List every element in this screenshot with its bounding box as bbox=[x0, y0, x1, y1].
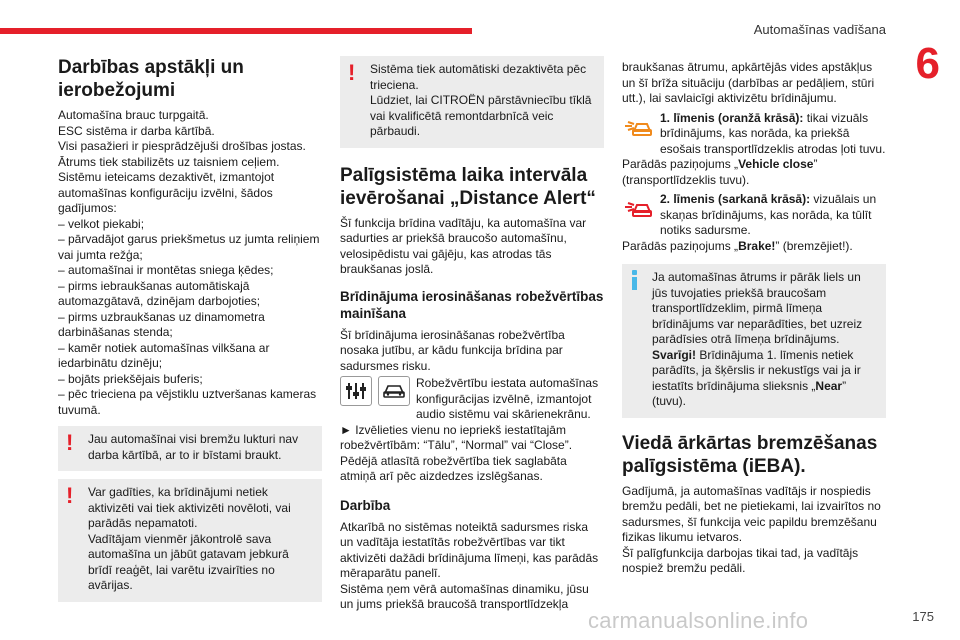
level-2-message: Parādās paziņojums „Brake!” (bremzējiet!). bbox=[622, 238, 853, 253]
level-1-row bbox=[622, 111, 886, 158]
conditions-text: Automašīna brauc turpgaitā. ESC sistēma ir darba kārtībā. Visi pasažieri ir piesprādzējuši drošības jostas. Ātrums tiek stabilizēts uz taisniem ceļiem. Sistēmu ieteicams dezaktivēt, izmantojot automašīnas konfigurāciju izvēlni, šādos gadījumos: – velkot piekabi; – pārvadājot garus priekšmetus uz jumta reliņiem vai jumta režģa; – automašīnai ir montētas sniega ķēdes; – pirms iebraukšanas automātiskajā automazgātavā, dzinējam darbojoties; – pirms uzbraukšanas uz dinamometra darbināšanas stenda; – kamēr notiek automašīnas vilkšana ar iedarbinātu dzinēju; – bojāts priekšējais buferis; – pēc trieciena pa vējstiklu uztveršanas kameras tuvumā. bbox=[58, 108, 320, 417]
warning-exclamation-icon: ! bbox=[66, 483, 74, 508]
car-front-icon bbox=[378, 376, 410, 406]
warning-box-brake-lights: ! Jau automašīnai visi bremžu lukturi nav darba kārtībā, ar to ir bīstami braukt. bbox=[58, 426, 322, 471]
running-header: Automašīnas vadīšana bbox=[753, 22, 886, 37]
select-threshold-text: ► Izvēlieties vienu no iepriekš iestatītajām robežvērtībām: “Tālu”, “Normal” vai “Close”. bbox=[340, 422, 573, 452]
section-heading-ieba: Viedā ārkārtas bremzēšanas palīgsistēma (iEBA). bbox=[622, 432, 878, 477]
column-3 bbox=[622, 60, 886, 577]
section-heading-distance-alert: Palīgsistēma laika intervāla ievērošanai „Distance Alert“ bbox=[340, 164, 596, 209]
chapter-color-bar bbox=[0, 28, 472, 34]
level-2-text: vizuālais un skaņas brīdinājums, kas norāda, ka tūlīt notiks sadursme. bbox=[660, 192, 877, 237]
page-number: 175 bbox=[912, 609, 934, 624]
settings-sliders-icon bbox=[340, 376, 372, 406]
watermark: carmanualsonline.info bbox=[588, 608, 809, 633]
collision-warning-orange-icon bbox=[622, 111, 654, 141]
operation-text-2: Sistēma ņem vērā automašīnas dinamiku, jūsu un jums priekšā braucošā transportlīdzekļa bbox=[340, 581, 589, 611]
warning-exclamation-icon: ! bbox=[66, 430, 74, 455]
column-2 bbox=[340, 56, 604, 613]
info-icon bbox=[632, 270, 638, 290]
section-heading-conditions: Darbības apstākļi un ierobežojumi bbox=[58, 57, 244, 101]
operation-text: Atkarībā no sistēmas noteiktā sadursmes riska un vadītāja iestatītās robežvērtības var tikt aktivizēti dažādi brīdinājuma līmeņi, kas parādās mēraparātu panelī. bbox=[340, 519, 599, 580]
saved-threshold-text: Pēdējā atlasītā robežvērtība tiek saglabāta atmiņā arī pēc aizdedzes izslēgšanas. bbox=[340, 453, 567, 483]
chapter-number: 6 bbox=[915, 39, 940, 88]
warning-exclamation-icon: ! bbox=[348, 60, 356, 85]
config-menu-text: Robežvērtību iestata automašīnas konfigurācijas izvēlnē, izmantojot audio sistēmu vai skārienekrānu. bbox=[416, 376, 599, 421]
warning-box-impact: ! Sistēma tiek automātiski dezaktivēta pēc trieciena. Lūdziet, lai CITROËN pārstāvniecību tīklā vai kvalificētā remontdarbnīcā veic pārbaudi. bbox=[340, 56, 604, 148]
ieba-text-2: Šī palīgfunkcija darbojas tikai tad, ja vadītājs nospiež bremžu pedāli. bbox=[622, 545, 859, 575]
level-1-label: 1. līmenis (oranžā krāsā): bbox=[660, 110, 804, 125]
distance-alert-intro: Šī funkcija brīdina vadītāju, ka automašīna var sadurties ar priekšā braucošo automašīnu, velosipēdistu vai gājēju, kas atrodas tās braukšanas joslā. bbox=[340, 215, 587, 276]
collision-warning-red-icon bbox=[622, 192, 654, 222]
column-1 bbox=[58, 56, 322, 610]
warning-box-alerts: ! Var gadīties, ka brīdinājumi netiek aktivizēti vai tiek aktivizēti novēloti, vai parādās nepamatoti. Vadītājam vienmēr jākontrolē sava automašīna un jābūt gatavam jebkurā brīdī reaģēt, lai varētu izvairīties no avārijas. bbox=[58, 479, 322, 602]
subheading-threshold: Brīdinājuma ierosināšanas robežvērtības mainīšana bbox=[340, 288, 604, 321]
config-menu-row bbox=[340, 376, 604, 423]
threshold-text: Šī brīdinājuma ierosināšanas robežvērtība nosaka jutību, ar kādu funkcija brīdina par sadursmes risku. bbox=[340, 327, 565, 373]
operation-continued: braukšanas ātrumu, apkārtējās vides apstākļus un šī brīža situāciju (darbības ar pedāļiem, stūri utt.), lai savlaicīgi aktivizētu brīdinājumu. bbox=[622, 60, 875, 105]
level-2-label: 2. līmenis (sarkanā krāsā): bbox=[660, 192, 811, 206]
level-1-message: Parādās paziņojums „Vehicle close” (transportlīdzeklis tuvu). bbox=[622, 157, 818, 187]
subheading-operation: Darbība bbox=[340, 497, 391, 513]
ieba-text-1: Gadījumā, ja automašīnas vadītājs ir nospiedis bremžu pedāli, bet ne pietiekami, lai izvairītos no sadursmes, šī funkcija veic papildu bremzēšanu fizikas likumu ietvaros. bbox=[622, 483, 881, 544]
info-box-speed: Ja automašīnas ātrums ir pārāk liels un jūs tuvojaties priekšā braucošam transportlīdzeklim, pirmā līmeņa brīdinājums var neparādīties, bet uzreiz parādīsies otrā līmeņa brīdinājums. Svarīgi! Brīdinājuma 1. līmenis netiek parādīts, ja šķērslis ir nekustīgs vai ja ir iestatīts brīdinājuma slieksnis „Near” (tuvu). bbox=[622, 264, 886, 418]
level-1-text: tikai vizuāls brīdinājums, kas norāda, ka priekšā esošais transportlīdzeklis atrodas ļoti tuvu. bbox=[660, 110, 886, 156]
level-2-row bbox=[622, 192, 886, 239]
